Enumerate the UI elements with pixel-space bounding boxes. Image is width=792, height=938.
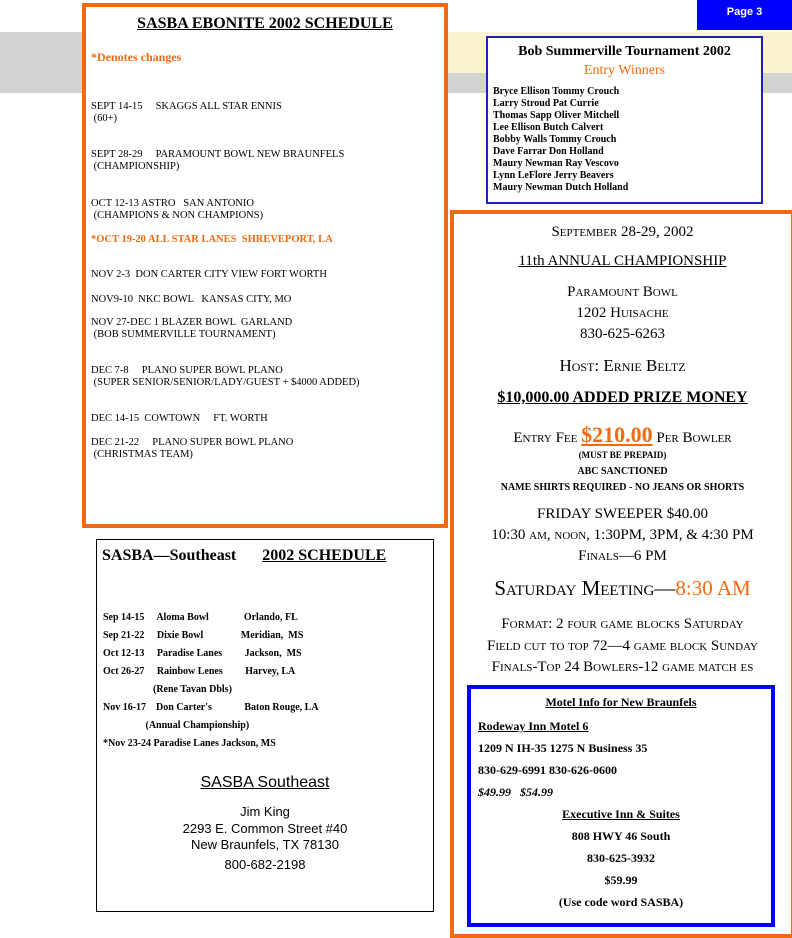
southeast-event: Oct 12-13 Paradise Lanes Jackson, MS bbox=[103, 648, 302, 659]
executive-inn-phone: 830-625-3932 bbox=[587, 851, 655, 865]
motel-info-box bbox=[467, 685, 775, 927]
contact-phone: 800-682-2198 bbox=[224, 857, 306, 872]
winner-pair: Lynn LeFlore Jerry Beavers bbox=[493, 170, 614, 181]
dress-code: NAME SHIRTS REQUIRED - NO JEANS OR SHORTS bbox=[500, 482, 745, 493]
winner-pair: Bobby Walls Tommy Crouch bbox=[493, 134, 617, 145]
event-line: OCT 12-13 ASTRO SAN ANTONIO (CHAMPIONS & NON CHAMPIONS) bbox=[91, 198, 264, 221]
championship-box bbox=[450, 210, 792, 938]
event-line: DEC 21-22 PLANO SUPER BOWL PLANO (CHRISTMAS TEAM) bbox=[91, 437, 294, 460]
contact-title: SASBA Southeast bbox=[200, 774, 330, 791]
southeast-title: SASBA—Southeast 2002 SCHEDULE bbox=[102, 547, 387, 564]
event-line-changed: *OCT 19-20 ALL STAR LANES SHREVEPORT, LA bbox=[91, 234, 333, 245]
southeast-event-note: (Annual Championship) bbox=[103, 720, 250, 731]
saturday-meeting: Saturday Meeting—8:30 AM bbox=[494, 576, 751, 600]
finals-time: Finals—6 PM bbox=[578, 548, 667, 564]
venue-address: 1202 Huisache bbox=[576, 305, 669, 321]
entry-fee-line: Entry Fee $210.00 Per Bowler bbox=[513, 422, 732, 447]
ebonite-schedule-box bbox=[82, 3, 448, 528]
sweeper-times: 10:30 am, noon, 1:30PM, 3PM, & 4:30 PM bbox=[491, 527, 754, 543]
winner-pair: Thomas Sapp Oliver Mitchell bbox=[493, 110, 620, 121]
friday-sweeper: FRIDAY SWEEPER $40.00 bbox=[537, 506, 708, 522]
southeast-event: Sep 21-22 Dixie Bowl Meridian, MS bbox=[103, 630, 304, 641]
championship-date: September 28-29, 2002 bbox=[551, 224, 694, 240]
ebonite-title: SASBA EBONITE 2002 SCHEDULE bbox=[137, 15, 393, 32]
motel-title: Motel Info for New Braunfels bbox=[545, 695, 697, 709]
winners-list bbox=[493, 86, 628, 194]
contact-name: Jim King bbox=[240, 804, 290, 819]
southeast-event-note: (Rene Tavan Dbls) bbox=[103, 684, 232, 695]
winner-pair: Bryce Ellison Tommy Crouch bbox=[493, 86, 620, 97]
prize-money: $10,000.00 ADDED PRIZE MONEY bbox=[497, 389, 748, 406]
executive-inn-address: 808 HWY 46 South bbox=[571, 829, 671, 843]
contact-street: 2293 E. Common Street #40 bbox=[182, 821, 348, 836]
meeting-time: 8:30 AM bbox=[675, 576, 751, 600]
event-line: NOV 27-DEC 1 BLAZER BOWL GARLAND (BOB SUMMERVILLE TOURNAMENT) bbox=[91, 317, 293, 340]
entry-fee-amount: $210.00 bbox=[581, 422, 653, 447]
winner-pair: Lee Ellison Butch Calvert bbox=[493, 122, 604, 133]
event-line: NOV 2-3 DON CARTER CITY VIEW FORT WORTH bbox=[91, 269, 327, 280]
event-line: NOV9-10 NKC BOWL KANSAS CITY, MO bbox=[91, 294, 292, 305]
event-line: DEC 14-15 COWTOWN FT. WORTH bbox=[91, 413, 268, 424]
motel-phones: 830-629-6991 830-626-0600 bbox=[478, 763, 617, 777]
event-line: SEPT 14-15 SKAGGS ALL STAR ENNIS (60+) bbox=[91, 101, 282, 124]
executive-inn-name: Executive Inn & Suites bbox=[562, 807, 680, 821]
southeast-event: Sep 14-15 Aloma Bowl Orlando, FL bbox=[103, 612, 298, 623]
prepaid-note: (MUST BE PREPAID) bbox=[578, 450, 667, 460]
tournament-title: Bob Summerville Tournament 2002 bbox=[518, 44, 731, 59]
southeast-schedule-box bbox=[96, 539, 434, 912]
southeast-event: Nov 16-17 Don Carter's Baton Rouge, LA bbox=[103, 702, 319, 713]
contact-city: New Braunfels, TX 78130 bbox=[191, 837, 339, 852]
southeast-event: *Nov 23-24 Paradise Lanes Jackson, MS bbox=[103, 738, 276, 749]
abc-sanctioned: ABC SANCTIONED bbox=[577, 466, 668, 477]
changes-note: *Denotes changes bbox=[91, 50, 182, 64]
championship-title: 11th ANNUAL CHAMPIONSHIP bbox=[518, 253, 727, 269]
winner-pair: Maury Newman Ray Vescovo bbox=[493, 158, 619, 169]
event-line: DEC 7-8 PLANO SUPER BOWL PLANO (SUPER SENIOR/SENIOR/LADY/GUEST + $4000 ADDED) bbox=[91, 365, 360, 388]
code-word-note: (Use code word SASBA) bbox=[558, 895, 684, 909]
page-number-tab: Page 3 bbox=[697, 0, 792, 30]
winner-pair: Larry Stroud Pat Currie bbox=[493, 98, 599, 109]
winner-pair: Maury Newman Dutch Holland bbox=[493, 182, 629, 193]
venue-name: Paramount Bowl bbox=[567, 284, 678, 300]
winner-pair: Dave Farrar Don Holland bbox=[493, 146, 604, 157]
motel-addresses: 1209 N IH-35 1275 N Business 35 bbox=[478, 741, 648, 755]
format-line: Field cut to top 72—4 game block Sunday bbox=[487, 638, 758, 654]
motel-names: Rodeway Inn Motel 6 bbox=[478, 719, 589, 733]
entry-winners-box bbox=[486, 36, 763, 204]
executive-inn-price: $59.99 bbox=[604, 873, 638, 887]
host-line: Host: Ernie Beltz bbox=[559, 356, 686, 375]
format-line: Format: 2 four game blocks Saturday bbox=[501, 616, 744, 632]
event-line: SEPT 28-29 PARAMOUNT BOWL NEW BRAUNFELS (CHAMPIONSHIP) bbox=[91, 149, 345, 172]
format-line: Finals-Top 24 Bowlers-12 game match es bbox=[491, 659, 754, 675]
entry-winners-subtitle: Entry Winners bbox=[583, 63, 666, 78]
southeast-event: Oct 26-27 Rainbow Lenes Harvey, LA bbox=[103, 666, 296, 677]
motel-prices: $49.99 $54.99 bbox=[478, 785, 553, 799]
venue-phone: 830-625-6263 bbox=[580, 326, 665, 342]
